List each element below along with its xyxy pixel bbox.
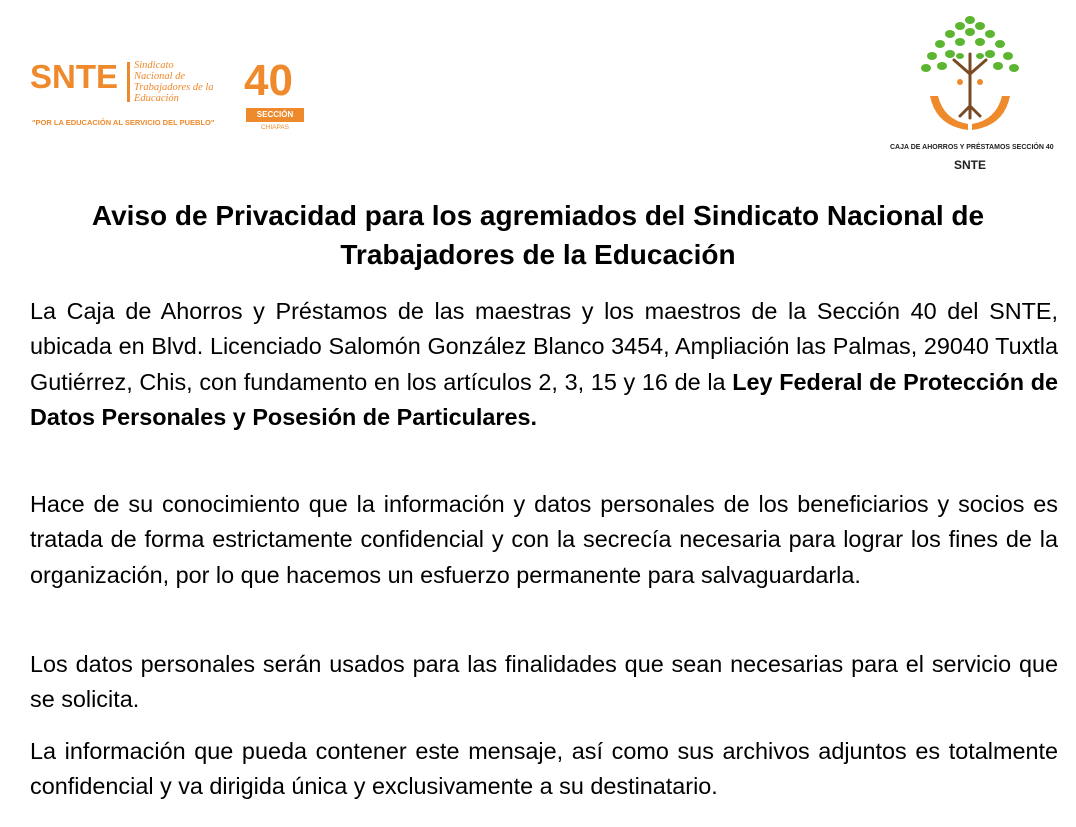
section-number: 40 bbox=[244, 56, 293, 105]
caja-acronym: SNTE bbox=[953, 158, 986, 172]
paragraph-intro-text: La Caja de Ahorros y Préstamos de las maestras y los maestros de la Sección 40 del SNTE, ubicada en Blvd. Licenciado Salomón González Blanco 3454, Ampliación las Palmas, 29040 Tuxtla Gutiérrez, Chis, con fundamento en los artículos 2, 3, 15 y 16 de la bbox=[30, 298, 1058, 395]
section-40-badge bbox=[244, 56, 304, 131]
caja-logo bbox=[890, 14, 1054, 182]
tree-hands-icon bbox=[916, 14, 1024, 140]
snte-name-line: Educación bbox=[134, 93, 179, 104]
snte-slogan: "POR LA EDUCACIÓN AL SERVICIO DEL PUEBLO" bbox=[32, 118, 215, 127]
section-state: CHIAPAS bbox=[260, 124, 290, 131]
snte-name-line: Nacional de bbox=[134, 71, 186, 82]
paragraph-usage: Los datos personales serán usados para las finalidades que sean necesarias para el servicio que se solicita. bbox=[30, 651, 1058, 713]
snte-logo bbox=[30, 56, 312, 142]
snte-acronym: SNTE bbox=[30, 58, 119, 95]
snte-name-line: Sindicato bbox=[134, 60, 174, 71]
snte-divider bbox=[127, 62, 130, 102]
caja-name: CAJA DE AHORROS Y PRÉSTAMOS SECCIÓN 40 bbox=[890, 144, 1054, 151]
law-name: Ley Federal de Protección de Datos Personales y Posesión de Particulares. bbox=[30, 368, 1058, 430]
snte-name-line: Trabajadores de la bbox=[134, 82, 214, 93]
paragraph-intro bbox=[30, 294, 1058, 435]
paragraph-confidentiality: Hace de su conocimiento que la información y datos personales de los beneficiarios y socios es tratada de forma estrictamente confidencial y con la secrecía necesaria para lograr los fines de la organización, por lo que hacemos un esfuerzo permanente para salvaguardarla. bbox=[30, 491, 1058, 588]
paragraph-disclaimer: La información que pueda contener este mensaje, así como sus archivos adjuntos es totalmente confidencial y va dirigida única y exclusivamente a su destinatario. bbox=[30, 738, 1058, 800]
document-title: Aviso de Privacidad para los agremiados del Sindicato Nacional de Trabajadores de la Educación bbox=[91, 200, 985, 270]
section-label: SECCIÓN bbox=[246, 108, 304, 122]
